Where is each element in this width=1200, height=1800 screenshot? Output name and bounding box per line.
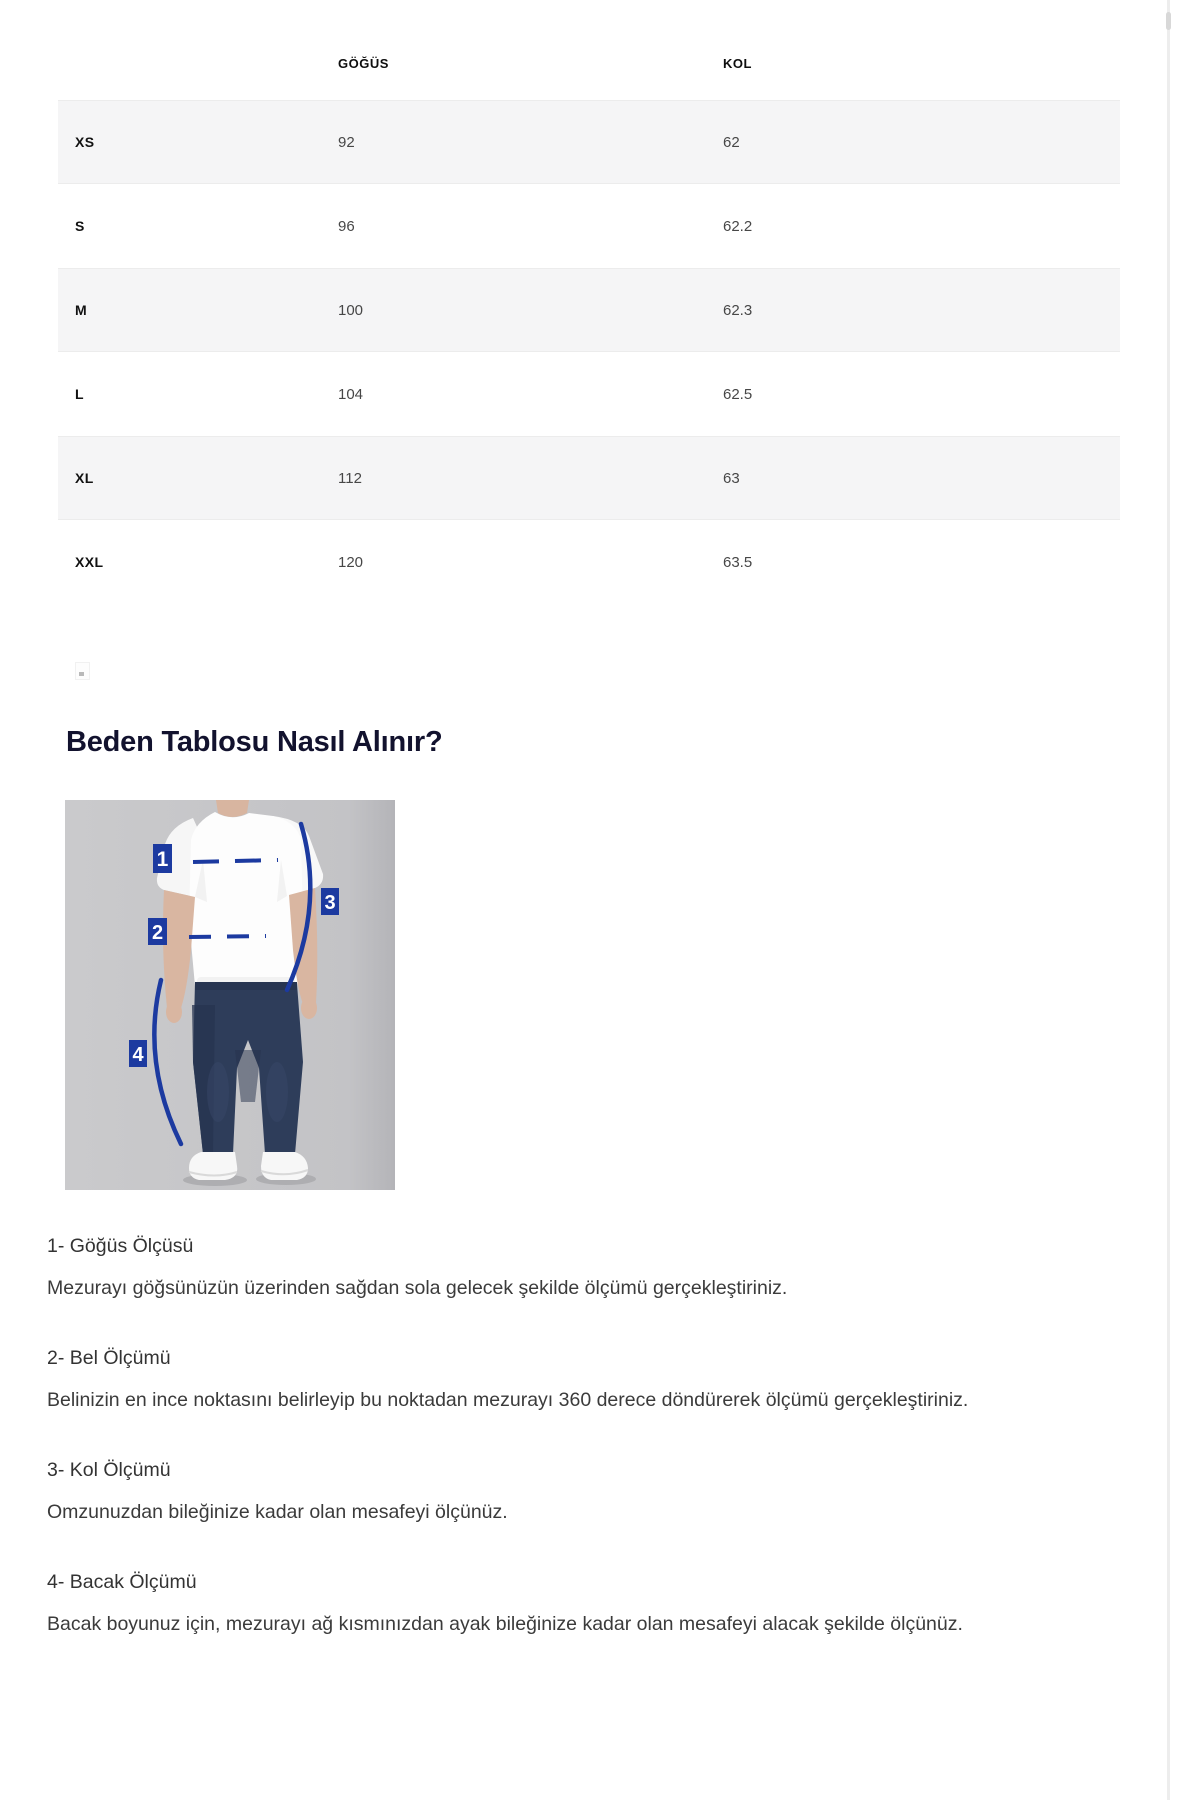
- section-body: Bacak boyunuz için, mezurayı ağ kısmınızdan ayak bileğinize kadar olan mesafeyi alacak şekilde ölçünüz.: [47, 1613, 963, 1635]
- section-title: 2- Bel Ölçümü: [47, 1347, 171, 1369]
- table-row-xs: [58, 100, 1120, 184]
- chest-value: 104: [338, 385, 364, 403]
- right-shoe: [261, 1152, 308, 1180]
- image-placeholder-artifact: [75, 662, 90, 680]
- section-body: Omzunuzdan bileğinize kadar olan mesafeyi ölçünüz.: [47, 1501, 508, 1523]
- annotation-4-badge: [129, 1040, 147, 1067]
- annotation-3-label: 3: [324, 892, 336, 914]
- guide-heading: Beden Tablosu Nasıl Alınır?: [66, 726, 443, 758]
- chest-column-header: GÖĞÜS: [338, 55, 389, 71]
- instruction-sections: [47, 1232, 1062, 1680]
- size-label: M: [75, 302, 88, 318]
- arm-value: 62.5: [723, 385, 753, 403]
- chest-value: 96: [338, 217, 355, 235]
- arm-column-header: KOL: [723, 55, 752, 71]
- chest-value: 112: [338, 469, 362, 487]
- chest-value: 120: [338, 553, 364, 571]
- size-label: S: [75, 218, 85, 234]
- section-leg: [47, 1568, 1062, 1643]
- section-chest: [47, 1232, 1062, 1307]
- size-table-container: [58, 26, 1120, 604]
- table-row-s: [58, 184, 1120, 268]
- arm-value: 62.3: [723, 301, 753, 319]
- size-label: XS: [75, 134, 95, 150]
- section-waist: [47, 1344, 1062, 1419]
- section-title: 3- Kol Ölçümü: [47, 1459, 171, 1481]
- table-row-xxl: [58, 520, 1120, 604]
- section-body: Belinizin en ince noktasını belirleyip bu noktadan mezurayı 360 derece döndürerek ölçümü gerçekleştiriniz.: [47, 1389, 969, 1411]
- annotation-3-badge: [321, 888, 339, 915]
- arm-value: 63: [723, 469, 740, 487]
- size-label: XXL: [75, 554, 104, 570]
- section-title: 1- Göğüs Ölçüsü: [47, 1235, 194, 1257]
- size-label: XL: [75, 470, 94, 486]
- arm-value: 63.5: [723, 553, 753, 571]
- size-label: L: [75, 386, 84, 402]
- section-arm: [47, 1456, 1062, 1531]
- table-row-m: [58, 268, 1120, 352]
- annotation-2-badge: [148, 918, 167, 945]
- scrollbar-track[interactable]: [1167, 0, 1170, 1800]
- arm-value: 62.2: [723, 217, 753, 235]
- measurement-figure-photo: [65, 800, 395, 1190]
- scrollbar-thumb[interactable]: [1166, 12, 1171, 30]
- section-body: Mezurayı göğsünüzün üzerinden sağdan sola gelecek şekilde ölçümü gerçekleştiriniz.: [47, 1277, 788, 1299]
- annotation-2-label: 2: [151, 922, 164, 944]
- measurement-figure-svg: [65, 800, 395, 1190]
- chest-value: 92: [338, 133, 355, 151]
- size-table-header-row: [58, 26, 1120, 100]
- size-column-header: [58, 26, 338, 100]
- section-title: 4- Bacak Ölçümü: [47, 1571, 197, 1593]
- arm-value: 62: [723, 133, 740, 151]
- chest-value: 100: [338, 301, 364, 319]
- annotation-1-label: 1: [156, 848, 169, 871]
- table-row-l: [58, 352, 1120, 436]
- table-row-xl: [58, 436, 1120, 520]
- size-table: [58, 26, 1120, 604]
- annotation-4-label: 4: [132, 1044, 144, 1066]
- annotation-1-badge: [153, 844, 172, 873]
